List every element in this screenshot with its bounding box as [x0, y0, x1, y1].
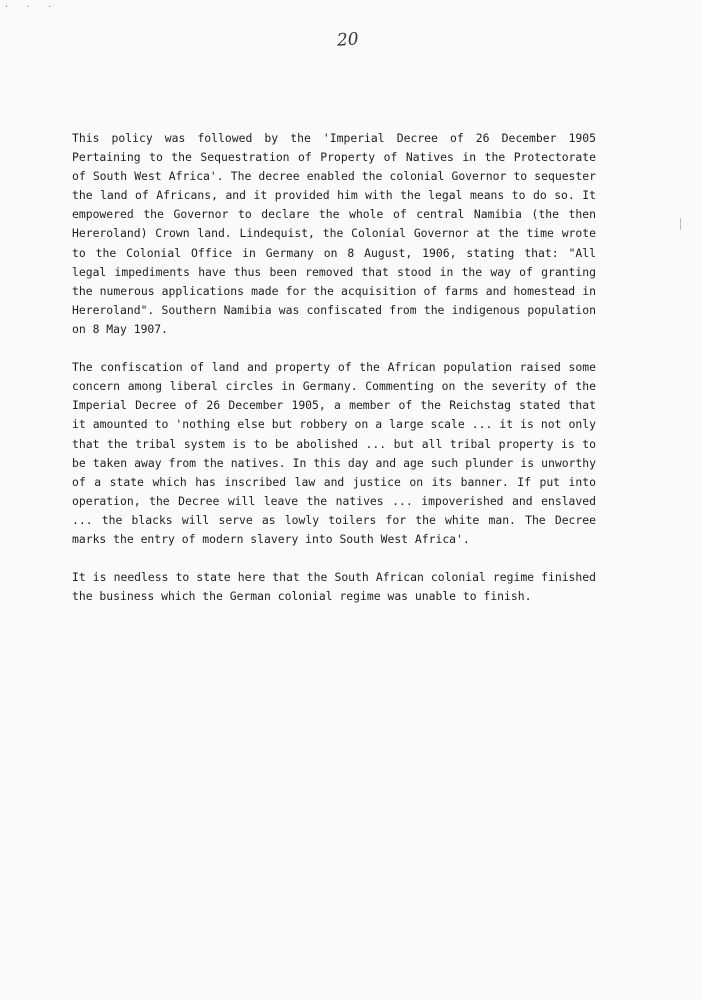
paragraph-conclusion: It is needless to state here that the South African colonial regime finished the business which the German colonial regime was unable to finish.: [72, 570, 596, 604]
scan-specks: · · ·: [4, 2, 59, 11]
paragraph-imperial-decree: This policy was followed by the 'Imperial Decree of 26 December 1905 Pertaining to the Sequestration of Property of Natives in the Protectorate of South West Africa'. The decree enabled the colonial Governor to sequester the land of Africans, and it provided him with the legal means to do so. It empowered the Governor to declare the whole of central Namibia (the then Hereroland) Crown land. Lindequist, the Colonial Governor at the time wrote to the Colonial Office in Germany on 8 August, 1906, stating that: "All legal impediments have thus been removed that stood in the way of granting the numerous applications made for the acquisition of farms and homestead in Hereroland". Southern Namibia was confiscated from the indigenous population on 8 May 1907.: [72, 131, 596, 336]
paragraph-confiscation-concern: The confiscation of land and property of the African population raised some concern among liberal circles in Germany. Commenting on the severity of the Imperial Decree of 26 December 1905, a member of the Reichstag stated that it amounted to 'nothing else but robbery on a large scale ... it is not only that the tribal system is to be abolished ... but all tribal property is to be taken away from the natives. In this day and age such plunder is unworthy of a state which has inscribed law and justice on its banner. If put into operation, the Decree will leave the natives ... impoverished and enslaved ... the blacks will serve as lowly toilers for the white man. The Decree marks the entry of modern slavery into South West Africa'.: [72, 360, 596, 546]
page-number: 20: [336, 29, 360, 51]
document-body: [72, 129, 596, 625]
scan-mark: [680, 218, 681, 230]
